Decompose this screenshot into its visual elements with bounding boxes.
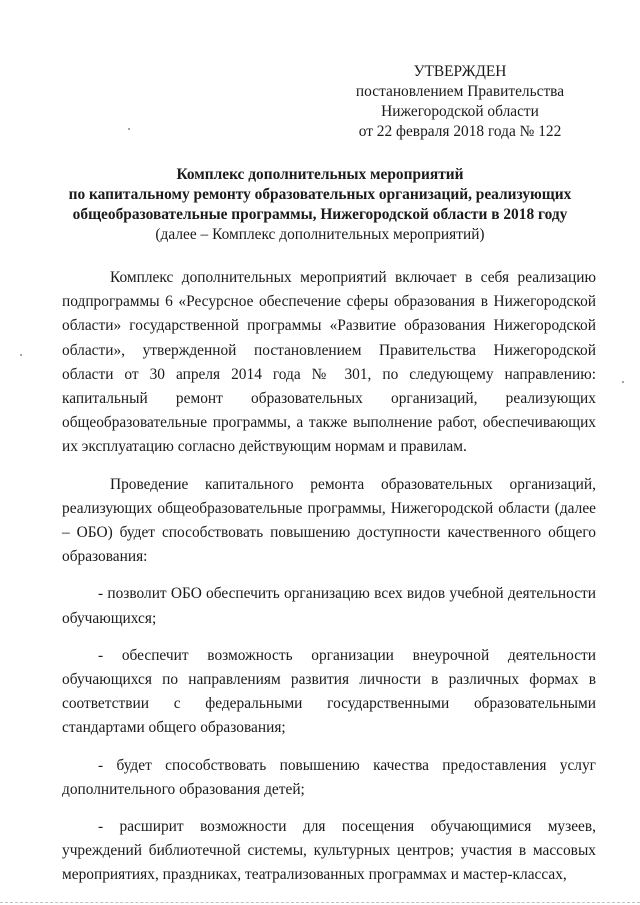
scan-speck xyxy=(20,354,22,356)
paragraph-repair: Проведение капитального ремонта образовательных организаций, реализующих общеобразовательные программы, Нижегородской области (далее – ОБО) будет способствовать повышению доступности качественного общего образования: xyxy=(62,475,596,566)
title-line-4: (далее – Комплекс дополнительных мероприятий) xyxy=(155,226,485,243)
title-line-1: Комплекс дополнительных мероприятий xyxy=(176,166,464,183)
title-line-3: общеобразовательные программы, Нижегородской области в 2018 году xyxy=(72,206,568,223)
approval-stamp xyxy=(340,62,580,142)
approval-line-date: от 22 февраля 2018 года № 122 xyxy=(358,123,562,140)
approval-line-decree: постановлением Правительства xyxy=(355,83,565,100)
list-item: - позволит ОБО обеспечить организацию всех видов учебной деятельности обучающихся; xyxy=(62,585,596,627)
document-body xyxy=(62,266,596,888)
approval-line-region: Нижегородской области xyxy=(381,103,539,120)
scan-edge xyxy=(0,900,640,903)
list-item: - обеспечит возможность организации внеурочной деятельности обучающихся по направлениям развития личности в различных формах в соответствии с федеральными государственными образовательными стандартами общего образования; xyxy=(62,646,596,737)
title-line-2: по капитальному ремонту образовательных организаций, реализующих xyxy=(68,186,572,203)
scan-speck xyxy=(622,381,624,383)
document-title xyxy=(40,165,600,245)
paragraph-intro: Комплекс дополнительных мероприятий включает в себя реализацию подпрограммы 6 «Ресурсное обеспечение сферы образования в Нижегородской области» государственной программы «Развитие образования Нижегородской области», утвержденной постановлением Правительства Нижегородской области от 30 апреля 2014 года № 301, по следующему направлению: капитальный ремонт образовательных организаций, реализующих общеобразовательные программы, а также выполнение работ, обеспечивающих их эксплуатацию согласно действующим нормам и правилам. xyxy=(62,269,596,456)
scan-speck xyxy=(128,128,130,130)
approval-title: УТВЕРЖДЕН xyxy=(413,63,507,80)
list-item: - будет способствовать повышению качества предоставления услуг дополнительного образования детей; xyxy=(62,756,596,798)
list-item: - расширит возможности для посещения обучающимися музеев, учреждений библиотечной системы, культурных центров; участия в массовых мероприятиях, праздниках, театрализованных программах и мастер-классах, xyxy=(62,818,596,884)
